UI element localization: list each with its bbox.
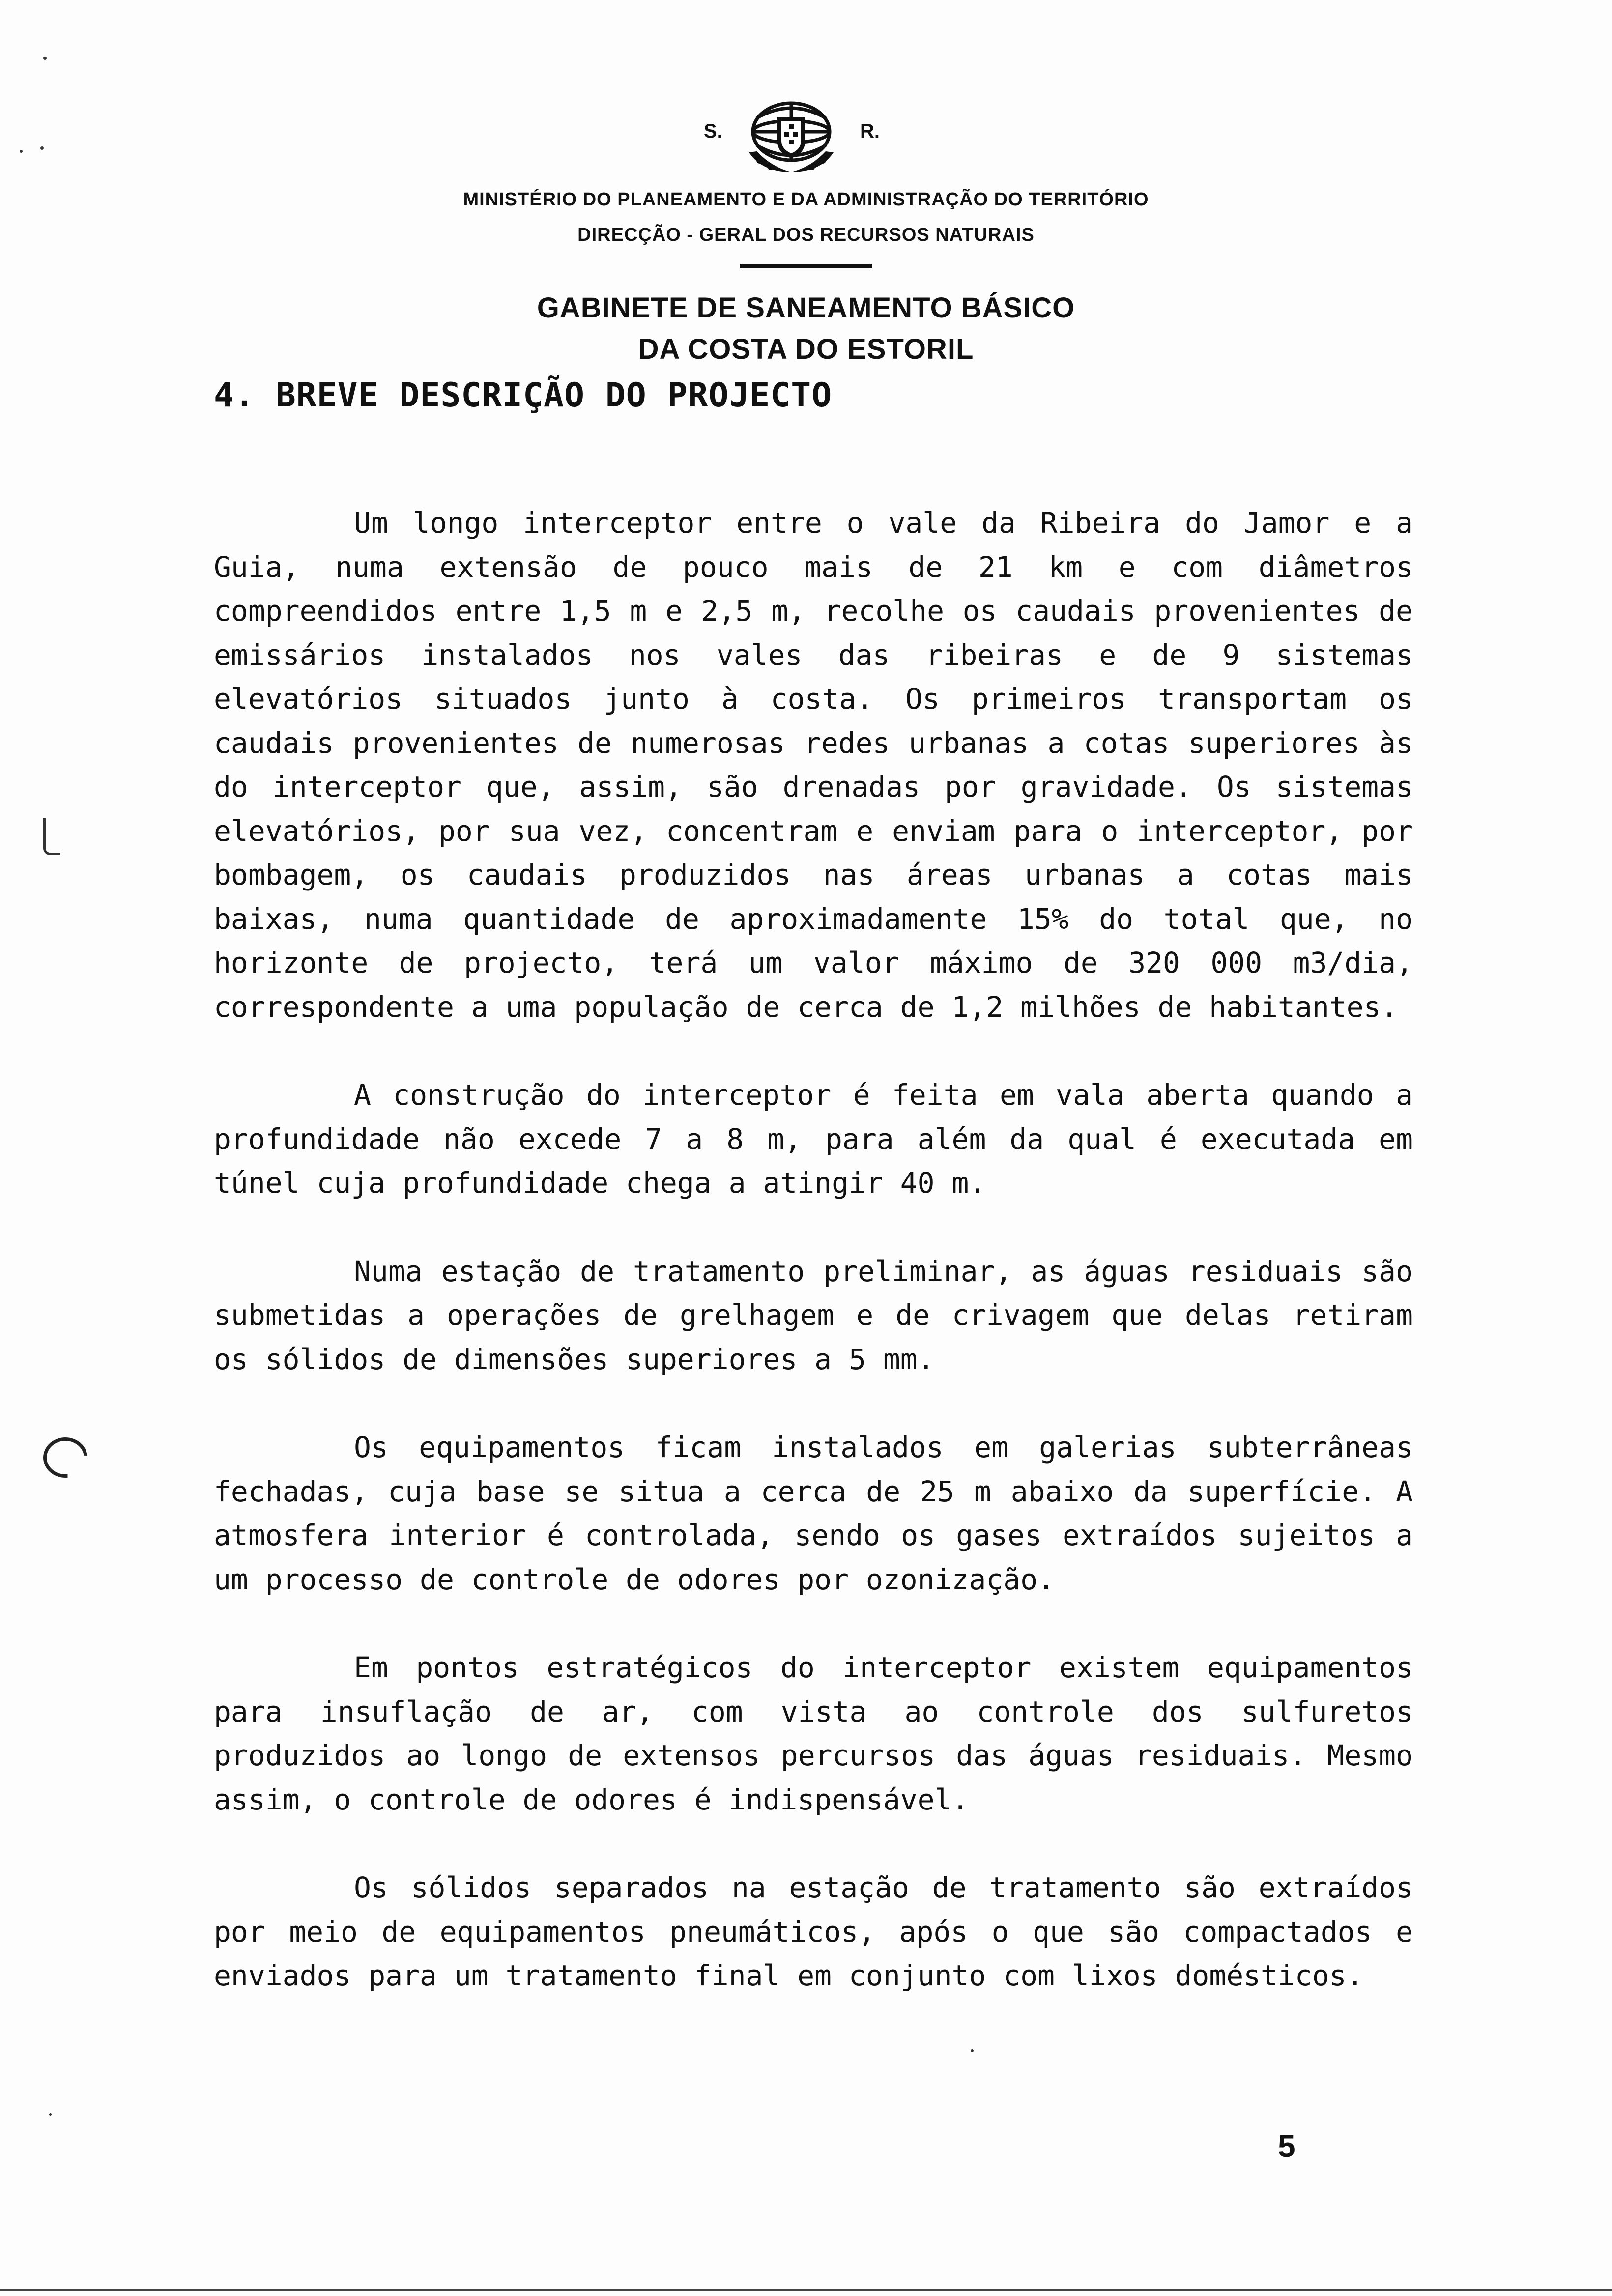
scan-speck <box>43 57 47 60</box>
paragraph: Os equipamentos ficam instalados em galerias subterrâneas fechadas, cuja base se situa a cerca de 25 m abaixo da superfície. A atmosfera interior é controlada, sendo os gases extraídos sujeitos a um processo de controle de odores por ozonização. <box>214 1431 1413 1596</box>
directorate-line: DIRECÇÃO - GERAL DOS RECURSOS NATURAIS <box>577 225 1035 245</box>
paragraph: Em pontos estratégicos do interceptor existem equipamentos para insuflação de ar, com vista ao controle dos sulfuretos produzidos ao longo de extensos percursos das águas residuais. Mesmo assim, o controle de odores é indispensável. <box>214 1651 1413 1816</box>
office-line-2: DA COSTA DO ESTORIL <box>638 333 974 365</box>
crest-row <box>0 93 1612 177</box>
office-line-1: GABINETE DE SANEAMENTO BÁSICO <box>537 292 1075 324</box>
scan-edge <box>0 2289 1612 2291</box>
ministry-line: MINISTÉRIO DO PLANEAMENTO E DA ADMINISTRAÇÃO DO TERRITÓRIO <box>463 189 1149 210</box>
scan-speck <box>49 2113 52 2116</box>
page-number: 5 <box>1278 2128 1295 2164</box>
paragraph: Um longo interceptor entre o vale da Ribeira do Jamor e a Guia, numa extensão de pouco mais de 21 km e com diâmetros compreendidos entre 1,5 m e 2,5 m, recolhe os caudais provenientes de emissários instalados nos vales das ribeiras e de 9 sistemas elevatórios situados junto à costa. Os primeiros transportam os caudais provenientes de numerosas redes urbanas a cotas superiores às do interceptor que, assim, são drenadas por gravidade. Os sistemas elevatórios, por sua vez, concentram e enviam para o interceptor, por bombagem, os caudais produzidos nas áreas urbanas a cotas mais baixas, numa quantidade de aproximadamente 15% do total que, no horizonte de projecto, terá um valor máximo de 320 000 m3/dia, correspondente a uma população de cerca de 1,2 milhões de habitantes. <box>214 506 1413 1024</box>
scan-speck <box>20 150 23 153</box>
punch-hole <box>43 1437 87 1478</box>
section-title: 4. BREVE DESCRIÇÃO DO PROJECTO <box>214 376 833 415</box>
crest-left-letter: S. <box>704 120 722 142</box>
body-text <box>214 501 1413 2042</box>
paragraph: Os sólidos separados na estação de tratamento são extraídos por meio de equipamentos pneumáticos, após o que são compactados e enviados para um tratamento final em conjunto com lixos domésticos. <box>214 1871 1413 1992</box>
paragraph: A construção do interceptor é feita em vala aberta quando a profundidade não excede 7 a 8 m, para além da qual é executada em túnel cuja profundidade chega a atingir 40 m. <box>214 1078 1413 1200</box>
scan-speck <box>971 2049 974 2052</box>
scan-speck <box>40 146 44 150</box>
letterhead-divider <box>740 264 872 268</box>
crest-right-letter: R. <box>860 120 880 142</box>
letterhead <box>0 93 1612 370</box>
paragraph: Numa estação de tratamento preliminar, as águas residuais são submetidas a operações de grelhagem e de crivagem que delas retiram os sólidos de dimensões superiores a 5 mm. <box>214 1254 1413 1376</box>
coat-of-arms-icon <box>742 93 840 177</box>
scan-mark <box>43 818 60 855</box>
